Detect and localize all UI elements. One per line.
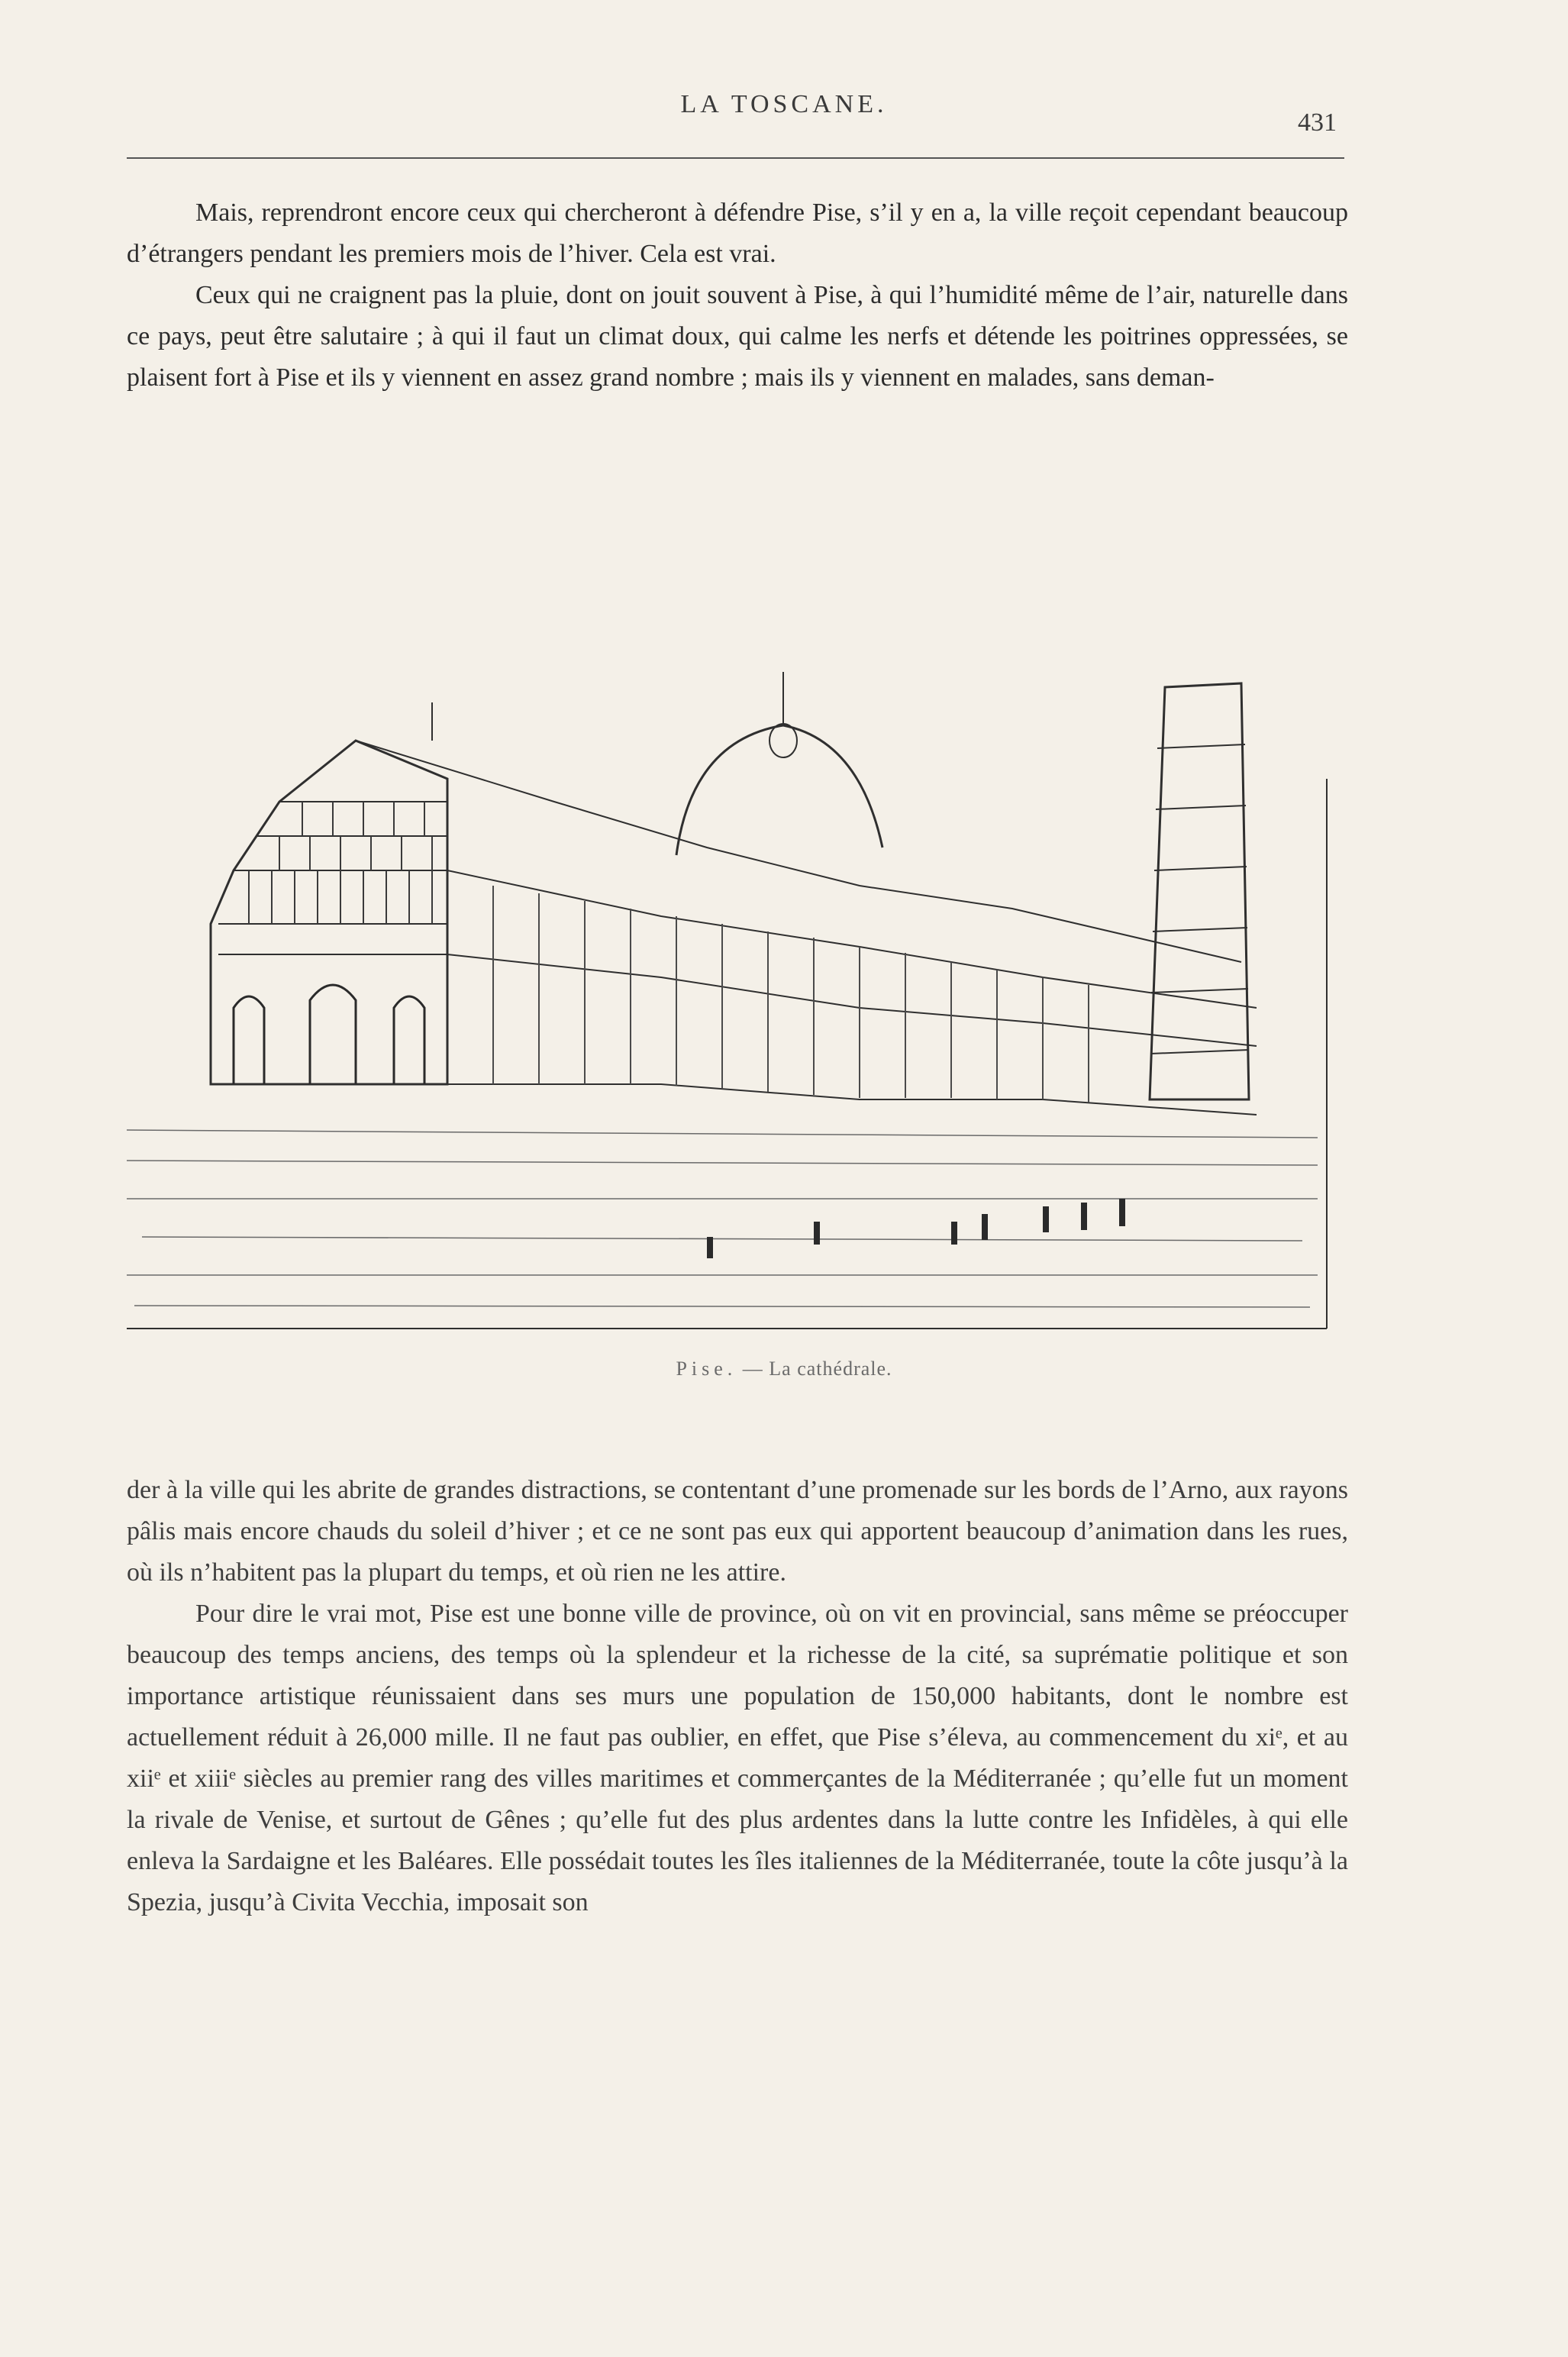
paragraph: Ceux qui ne craignent pas la pluie, dont on jouit souvent à Pise, à qui l’humidité même de l’air, naturelle dans ce pays, peut être salutaire ; à qui il faut un climat doux, qui calme les nerfs et détende les poitrines oppressées, se plaisent fort à Pise et ils y viennent en assez grand nombre ; mais ils y viennent en malades, sans deman- [127, 281, 1348, 392]
running-title: LA TOSCANE. [680, 90, 888, 118]
paragraph: Mais, reprendront encore ceux qui chercheront à défendre Pise, s’il y en a, la ville reçoit cependant beaucoup d’étrangers pendant les premiers mois de l’hiver. Cela est vrai. [127, 199, 1348, 268]
caption-place: Pise. [676, 1358, 737, 1380]
cathedral-engraving [127, 550, 1333, 1336]
caption-title: La cathédrale. [769, 1358, 892, 1380]
caption-separator: — [737, 1358, 769, 1380]
figure-caption [0, 1358, 1568, 1380]
page-number: 431 [1298, 108, 1337, 137]
paragraph: der à la ville qui les abrite de grandes distractions, se contentant d’une promenade sur les bords de l’Arno, aux rayons pâlis mais encore chauds du soleil d’hiver ; et ce ne sont pas eux qui apportent beaucoup d’animation dans les rues, où ils n’habitent pas la plupart du temps, et où rien ne les attire. [127, 1476, 1348, 1587]
header-rule [127, 157, 1344, 159]
text-block-bottom [127, 1470, 1348, 1923]
text-block-top [127, 192, 1348, 399]
paragraph: Pour dire le vrai mot, Pise est une bonne ville de province, où on vit en provincial, sans même se préoccuper beaucoup des temps anciens, des temps où la splendeur et la richesse de la cité, sa suprématie politique et son importance artistique réunissaient dans ses murs une population de 150,000 habitants, dont le nombre est actuellement réduit à 26,000 mille. Il ne faut pas oublier, en effet, que Pise s’éleva, au commencement du xiᵉ, et au xiiᵉ et xiiiᵉ siècles au premier rang des villes maritimes et commerçantes de la Méditerranée ; qu’elle fut un moment la rivale de Venise, et surtout de Gênes ; qu’elle fut des plus ardentes dans la lutte contre les Infidèles, à qui elle enleva la Sardaigne et les Baléares. Elle possédait toutes les îles italiennes de la Méditerranée, toute la côte jusqu’à la Spezia, jusqu’à Civita Vecchia, imposait son [127, 1600, 1348, 1916]
